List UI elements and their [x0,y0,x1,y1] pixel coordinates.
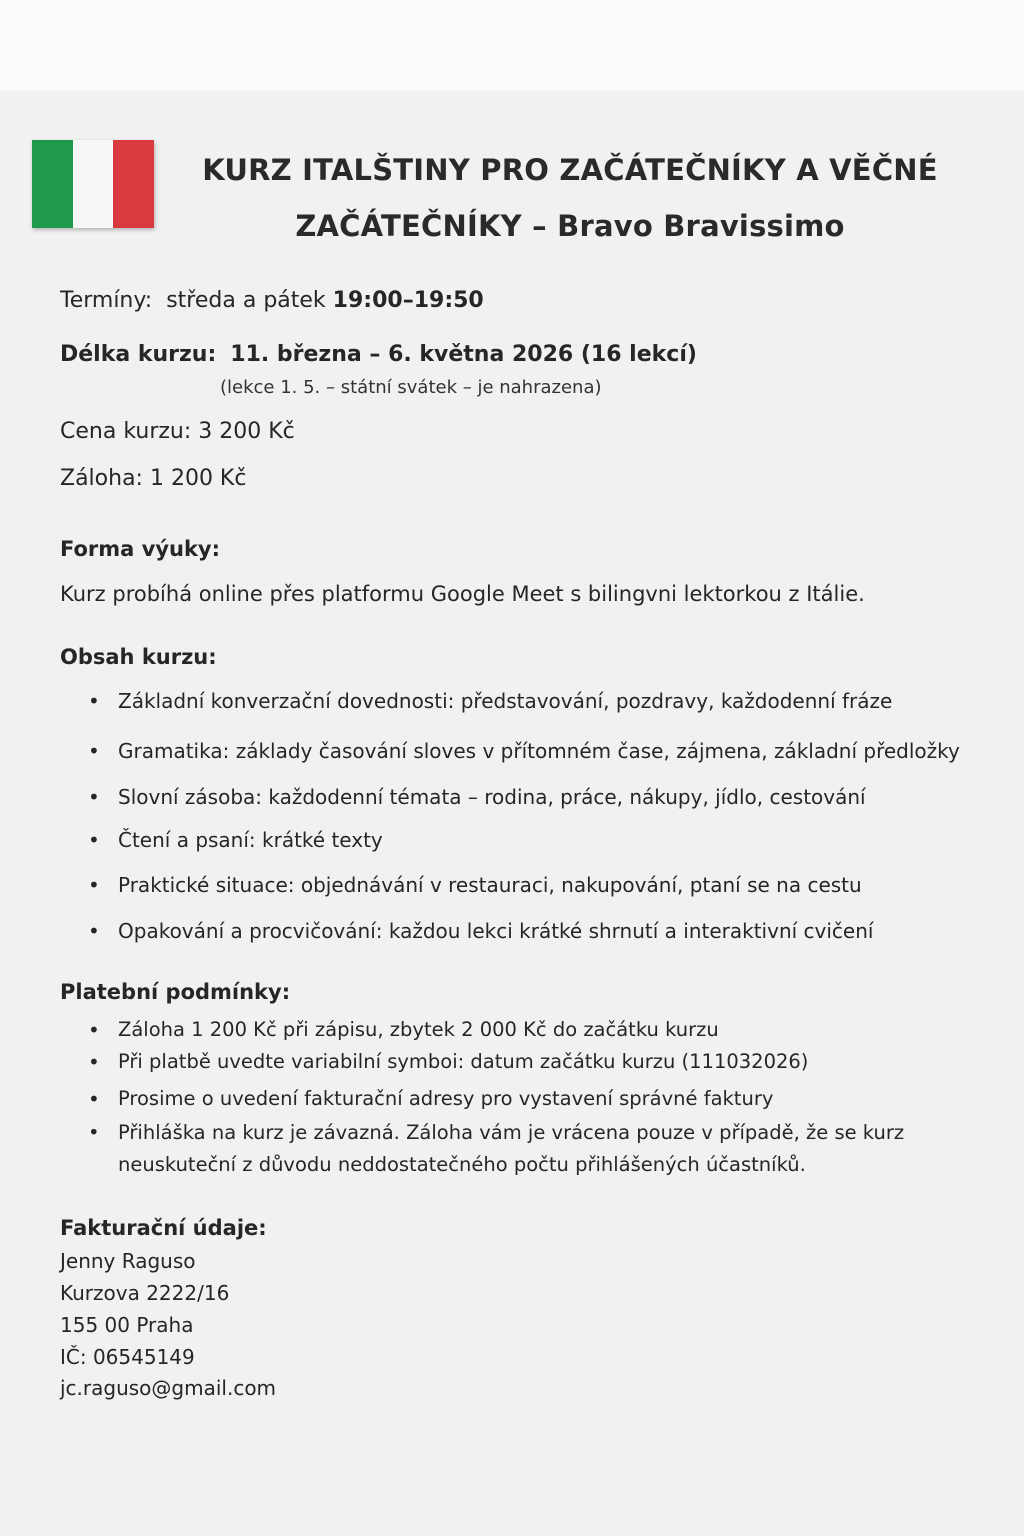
billing-ico: IČ: 06545149 [60,1345,195,1369]
payment-heading: Platební podmínky: [60,980,291,1004]
list-item-text: Přihláška na kurz je závazná. Záloha vám je vrácena pouze v případě, že se kurz neuskuteční z důvodu neddostatečného počtu přihlášených účastníků. [118,1121,905,1176]
bullet-dot: • [88,873,100,897]
billing-name: Jenny Raguso [60,1249,196,1273]
billing-street: Kurzova 2222/16 [60,1281,230,1305]
bullet-dot: • [88,1121,100,1144]
terms-label: Termíny: [60,288,153,313]
page-title [180,142,960,254]
terms-days: středa a pátek [166,288,326,313]
bullet-dot: • [88,785,100,809]
bullet-dot: • [88,739,100,763]
deposit-row: Záloha: 1 200 Kč [60,466,247,491]
bullet-dot: • [88,828,100,852]
teaching-text: Kurz probíhá online přes platformu Google Meet s bilingvni lektorkou z Itálie. [60,582,865,606]
title-line-1: KURZ ITALŠTINY PRO ZAČÁTEČNÍKY A VĚČNÉ [202,153,938,187]
list-item-text: Opakování a procvičování: každou lekci krátké shrnutí a interaktivní cvičení [118,919,874,943]
duration-value: 11. března – 6. května 2026 (16 lekcí) [230,342,697,367]
duration-label: Délka kurzu: [60,342,217,367]
bullet-dot: • [88,1018,100,1042]
bullet-dot: • [88,689,100,713]
bullet-dot: • [88,919,100,943]
duration-note: (lekce 1. 5. – státní svátek – je nahrazena) [220,377,602,398]
terms-time: 19:00–19:50 [332,288,484,313]
list-item-text: Čtení a psaní: krátké texty [118,828,383,852]
list-item-text: Záloha 1 200 Kč při zápisu, zbytek 2 000 Kč do začátku kurzu [118,1018,719,1041]
duration-row [60,340,697,370]
flag-stripe-green [32,140,73,228]
bullet-dot: • [88,1087,100,1111]
billing-email: jc.raguso@gmail.com [60,1376,277,1400]
list-item-text: Slovní zásoba: každodenní témata – rodina, práce, nákupy, jídlo, cestování [118,785,866,809]
list-item-text: Prosime o uvedení fakturační adresy pro vystavení správné faktury [118,1087,774,1110]
title-line-2: ZAČÁTEČNÍKY – Bravo Bravissimo [295,209,845,243]
billing-city: 155 00 Praha [60,1313,194,1337]
price-row: Cena kurzu: 3 200 Kč [60,419,295,444]
italian-flag-icon [32,140,154,228]
list-item-text: Gramatika: základy časování sloves v přítomném čase, zájmena, základní předložky [118,739,960,763]
list-item-text: Základní konverzační dovednosti: představování, pozdravy, každodenní fráze [118,689,893,713]
billing-heading: Fakturační údaje: [60,1216,267,1240]
list-item-text: Při platbě uvedte variabilní symboi: datum začátku kurzu (111032026) [118,1050,809,1073]
flag-stripe-red [113,140,154,228]
content-heading: Obsah kurzu: [60,645,217,669]
list-item-text: Praktické situace: objednávání v restauraci, nakupování, ptaní se na cestu [118,873,862,897]
teaching-heading: Forma výuky: [60,537,221,561]
bullet-dot: • [88,1050,100,1074]
background-top [0,0,1024,92]
terms-row [60,286,484,316]
flag-stripe-white [73,140,114,228]
